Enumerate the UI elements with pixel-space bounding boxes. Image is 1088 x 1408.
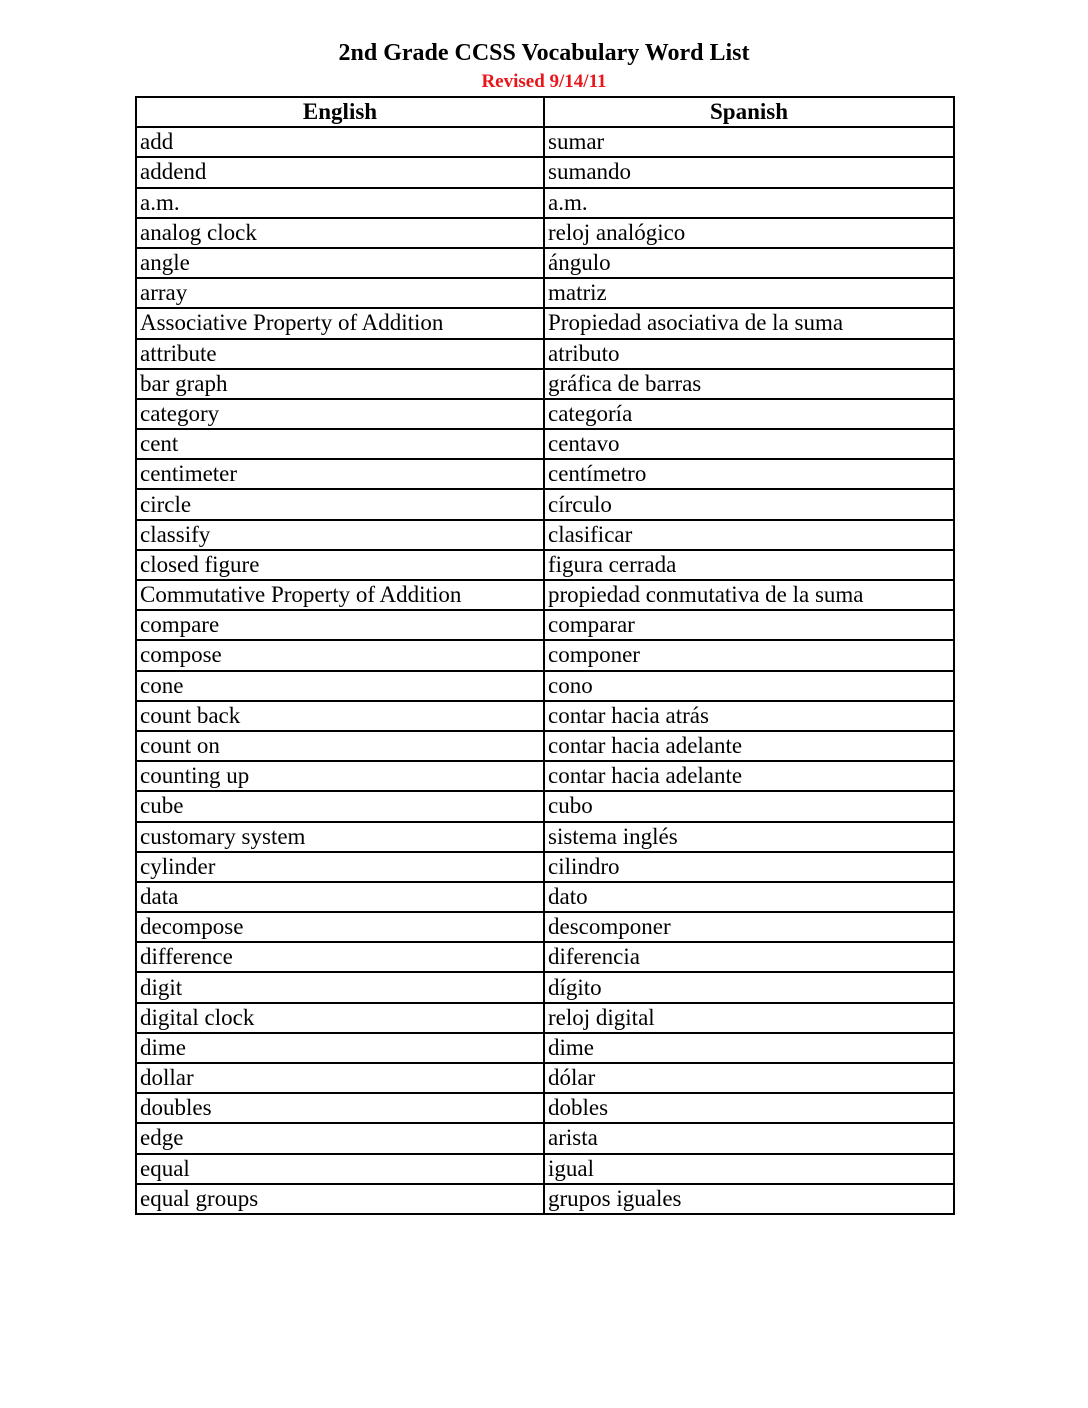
spanish-term: cono bbox=[544, 671, 954, 701]
spanish-term: dobles bbox=[544, 1093, 954, 1123]
english-term: data bbox=[136, 882, 544, 912]
vocabulary-table bbox=[135, 96, 955, 1215]
spanish-term: propiedad conmutativa de la suma bbox=[544, 580, 954, 610]
english-term: array bbox=[136, 278, 544, 308]
table-row bbox=[136, 550, 954, 580]
english-term: cone bbox=[136, 671, 544, 701]
table-header-row bbox=[136, 97, 954, 127]
english-term: attribute bbox=[136, 339, 544, 369]
spanish-term: grupos iguales bbox=[544, 1184, 954, 1214]
spanish-term: igual bbox=[544, 1154, 954, 1184]
column-header-english: English bbox=[136, 97, 544, 127]
spanish-term: reloj digital bbox=[544, 1003, 954, 1033]
english-term: cent bbox=[136, 429, 544, 459]
spanish-term: gráfica de barras bbox=[544, 369, 954, 399]
table-row bbox=[136, 1063, 954, 1093]
table-row bbox=[136, 459, 954, 489]
english-term: difference bbox=[136, 942, 544, 972]
english-term: edge bbox=[136, 1123, 544, 1153]
table-row bbox=[136, 429, 954, 459]
english-term: Commutative Property of Addition bbox=[136, 580, 544, 610]
spanish-term: descomponer bbox=[544, 912, 954, 942]
table-row bbox=[136, 610, 954, 640]
english-term: centimeter bbox=[136, 459, 544, 489]
english-term: digital clock bbox=[136, 1003, 544, 1033]
english-term: compare bbox=[136, 610, 544, 640]
spanish-term: sistema inglés bbox=[544, 822, 954, 852]
column-header-spanish: Spanish bbox=[544, 97, 954, 127]
table-row bbox=[136, 369, 954, 399]
english-term: Associative Property of Addition bbox=[136, 308, 544, 338]
table-row bbox=[136, 972, 954, 1002]
english-term: category bbox=[136, 399, 544, 429]
revision-date: Revised 9/14/11 bbox=[481, 71, 607, 92]
spanish-term: dato bbox=[544, 882, 954, 912]
english-term: dollar bbox=[136, 1063, 544, 1093]
spanish-term: arista bbox=[544, 1123, 954, 1153]
english-term: cylinder bbox=[136, 852, 544, 882]
table-row bbox=[136, 218, 954, 248]
spanish-term: diferencia bbox=[544, 942, 954, 972]
table-row bbox=[136, 791, 954, 821]
english-term: equal bbox=[136, 1154, 544, 1184]
table-row bbox=[136, 157, 954, 187]
spanish-term: atributo bbox=[544, 339, 954, 369]
spanish-term: categoría bbox=[544, 399, 954, 429]
english-term: equal groups bbox=[136, 1184, 544, 1214]
spanish-term: a.m. bbox=[544, 188, 954, 218]
table-row bbox=[136, 489, 954, 519]
table-row bbox=[136, 1184, 954, 1214]
english-term: a.m. bbox=[136, 188, 544, 218]
spanish-term: matriz bbox=[544, 278, 954, 308]
spanish-term: sumar bbox=[544, 127, 954, 157]
table-row bbox=[136, 731, 954, 761]
table-row bbox=[136, 640, 954, 670]
english-term: digit bbox=[136, 972, 544, 1002]
spanish-term: comparar bbox=[544, 610, 954, 640]
table-row bbox=[136, 399, 954, 429]
table-row bbox=[136, 188, 954, 218]
table-row bbox=[136, 882, 954, 912]
spanish-term: contar hacia adelante bbox=[544, 731, 954, 761]
spanish-term: figura cerrada bbox=[544, 550, 954, 580]
english-term: analog clock bbox=[136, 218, 544, 248]
table-row bbox=[136, 1033, 954, 1063]
english-term: doubles bbox=[136, 1093, 544, 1123]
table-row bbox=[136, 942, 954, 972]
english-term: classify bbox=[136, 520, 544, 550]
english-term: angle bbox=[136, 248, 544, 278]
table-row bbox=[136, 1123, 954, 1153]
table-row bbox=[136, 852, 954, 882]
spanish-term: dime bbox=[544, 1033, 954, 1063]
english-term: decompose bbox=[136, 912, 544, 942]
table-row bbox=[136, 1093, 954, 1123]
spanish-term: cilindro bbox=[544, 852, 954, 882]
page-title: 2nd Grade CCSS Vocabulary Word List bbox=[338, 40, 750, 66]
spanish-term: dólar bbox=[544, 1063, 954, 1093]
table-row bbox=[136, 248, 954, 278]
table-row bbox=[136, 822, 954, 852]
spanish-term: contar hacia adelante bbox=[544, 761, 954, 791]
table-row bbox=[136, 1003, 954, 1033]
english-term: circle bbox=[136, 489, 544, 519]
table-row bbox=[136, 671, 954, 701]
english-term: add bbox=[136, 127, 544, 157]
spanish-term: círculo bbox=[544, 489, 954, 519]
spanish-term: centímetro bbox=[544, 459, 954, 489]
table-body bbox=[136, 127, 954, 1214]
english-term: addend bbox=[136, 157, 544, 187]
english-term: count back bbox=[136, 701, 544, 731]
table-row bbox=[136, 761, 954, 791]
english-term: count on bbox=[136, 731, 544, 761]
table-row bbox=[136, 127, 954, 157]
spanish-term: clasificar bbox=[544, 520, 954, 550]
spanish-term: cubo bbox=[544, 791, 954, 821]
spanish-term: contar hacia atrás bbox=[544, 701, 954, 731]
spanish-term: reloj analógico bbox=[544, 218, 954, 248]
spanish-term: ángulo bbox=[544, 248, 954, 278]
english-term: dime bbox=[136, 1033, 544, 1063]
spanish-term: componer bbox=[544, 640, 954, 670]
english-term: bar graph bbox=[136, 369, 544, 399]
english-term: closed figure bbox=[136, 550, 544, 580]
table-row bbox=[136, 308, 954, 338]
table-row bbox=[136, 701, 954, 731]
table-row bbox=[136, 278, 954, 308]
english-term: cube bbox=[136, 791, 544, 821]
spanish-term: centavo bbox=[544, 429, 954, 459]
spanish-term: sumando bbox=[544, 157, 954, 187]
spanish-term: dígito bbox=[544, 972, 954, 1002]
english-term: compose bbox=[136, 640, 544, 670]
table-row bbox=[136, 580, 954, 610]
table-row bbox=[136, 912, 954, 942]
spanish-term: Propiedad asociativa de la suma bbox=[544, 308, 954, 338]
table-row bbox=[136, 520, 954, 550]
english-term: customary system bbox=[136, 822, 544, 852]
table-row bbox=[136, 1154, 954, 1184]
english-term: counting up bbox=[136, 761, 544, 791]
table-row bbox=[136, 339, 954, 369]
